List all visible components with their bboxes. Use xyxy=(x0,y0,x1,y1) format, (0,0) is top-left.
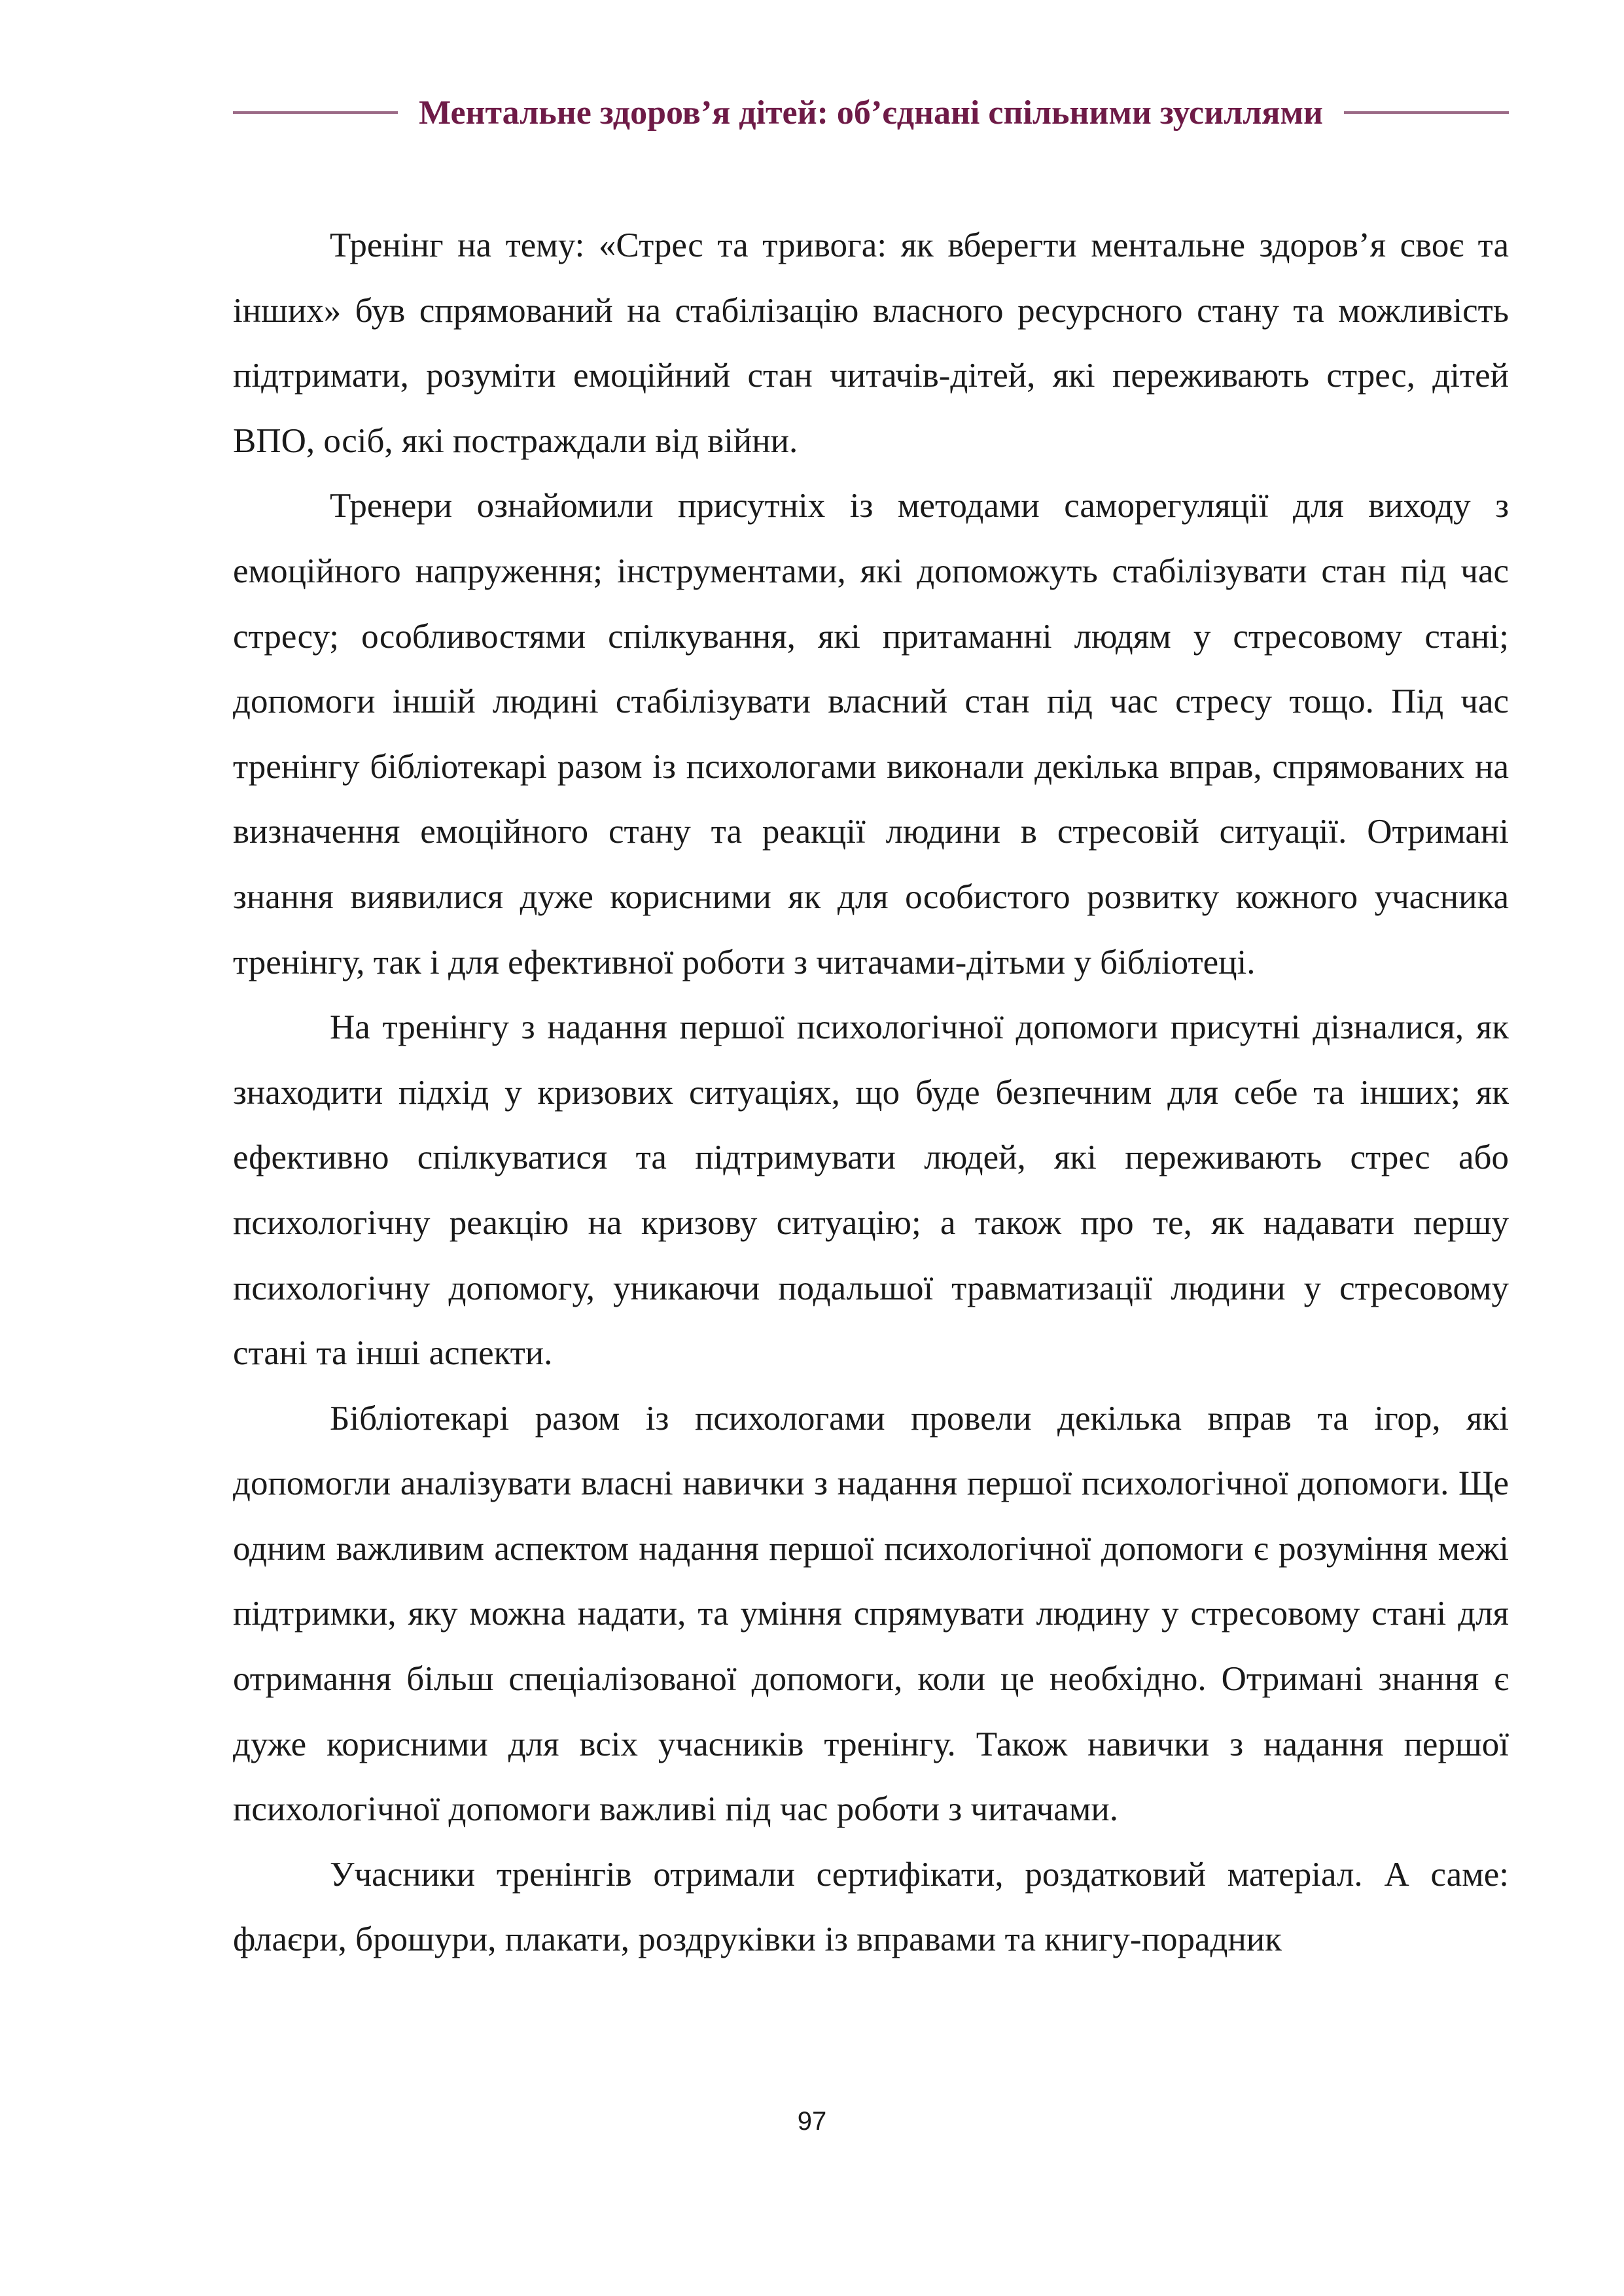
paragraph: Учасники тренінгів отримали сертифікати, роздатковий матеріал. А саме: флаєри, брошури, плакати, роздруківки із вправами та книгу-порадник xyxy=(233,1855,1509,1959)
paragraph: Тренінг на тему: «Стрес та тривога: як вберегти ментальне здоров’я своє та інших» був спрямований на стабілізацію власного ресурсного стану та можливість підтримати, розуміти емоційний стан читачів-дітей, які переживають стрес, дітей ВПО, осіб, які постраждали від війни. xyxy=(233,226,1509,460)
header-title: Ментальне здоров’я дітей: об’єднані спільними зусиллями xyxy=(419,94,1323,132)
running-header xyxy=(233,88,1509,137)
header-rule-left xyxy=(233,111,398,114)
page-number: 97 xyxy=(797,2107,827,2136)
body-text xyxy=(233,213,1509,1973)
paragraph: Бібліотекарі разом із психологами провели декілька вправ та ігор, які допомогли аналізувати власні навички з надання першої психологічної допомоги. Ще одним важливим аспектом надання першої психологічної допомоги є розуміння межі підтримки, яку можна надати, та уміння спрямувати людину у стресовому стані для отримання більш спеціалізованої допомоги, коли це необхідно. Отримані знання є дуже корисними для всіх учасників тренінгу. Також навички з надання першої психологічної допомоги важливі під час роботи з читачами. xyxy=(233,1399,1509,1829)
paragraph: Тренери ознайомили присутніх із методами саморегуляції для виходу з емоційного напруження; інструментами, які допоможуть стабілізувати стан під час стресу; особливостями спілкування, які притаманні людям у стресовому стані; допомоги іншій людині стабілізувати власний стан під час стресу тощо. Під час тренінгу бібліотекарі разом із психологами виконали декілька вправ, спрямованих на визначення емоційного стану та реакції людини в стресовій ситуації. Отримані знання виявилися дуже корисними як для особистого розвитку кожного учасника тренінгу, так і для ефективної роботи з читачами-дітьми у бібліотеці. xyxy=(233,487,1509,981)
header-rule-right xyxy=(1344,111,1509,114)
paragraph: На тренінгу з надання першої психологічної допомоги присутні дізналися, як знаходити підхід у кризових ситуаціях, що буде безпечним для себе та інших; як ефективно спілкуватися та підтримувати людей, які переживають стрес або психологічну реакцію на кризову ситуацію; а також про те, як надавати першу психологічну допомогу, уникаючи подальшої травматизації людини у стресовому стані та інші аспекти. xyxy=(233,1008,1509,1373)
